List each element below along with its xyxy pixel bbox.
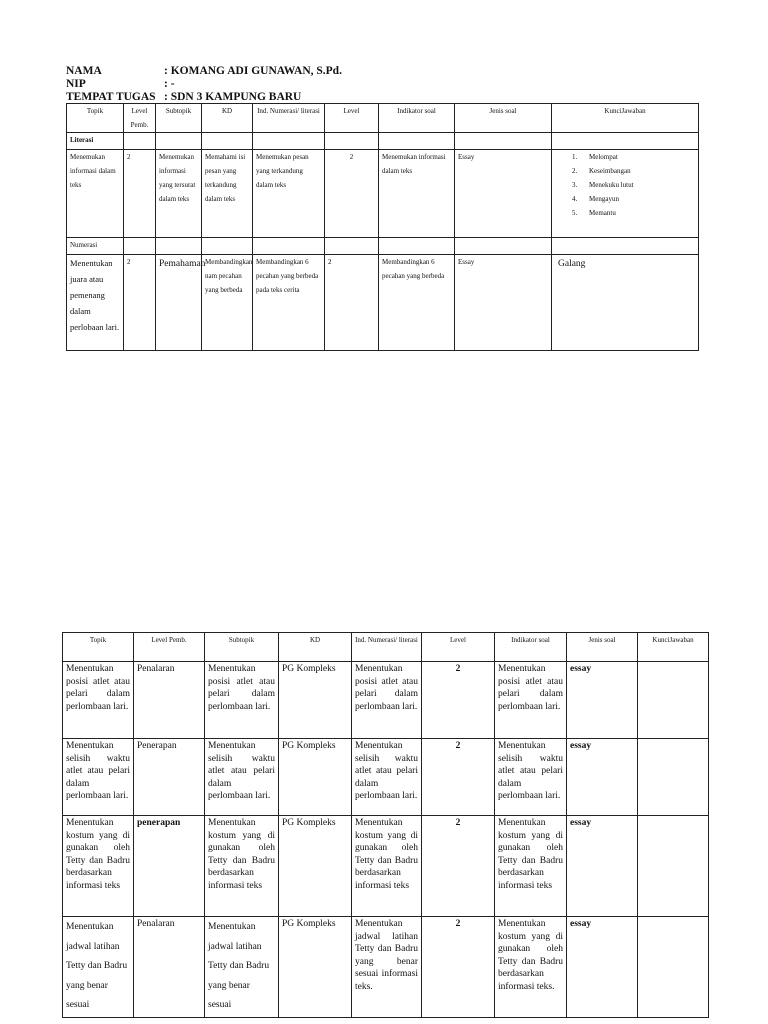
cell-jenis-soal: essay <box>567 917 638 1018</box>
header-kunci-jawaban: KunciJawaban <box>638 633 709 662</box>
cell-kd: PG Kompleks <box>279 917 352 1018</box>
empty-cell <box>325 133 379 150</box>
empty-cell <box>156 133 202 150</box>
cell-ind-numerasi: Menentukan jadwal latihan Tetty dan Badru yang benar sesuai informasi teks. <box>352 917 422 1018</box>
header-subtopik: Subtopik <box>205 633 279 662</box>
list-item: 4. Mengayun <box>572 195 619 203</box>
empty-cell <box>124 238 156 255</box>
empty-cell <box>156 238 202 255</box>
answer-key-list <box>572 150 695 220</box>
nama-value: : KOMANG ADI GUNAWAN, S.Pd. <box>164 65 342 77</box>
list-item: 3. Menekuku lutut <box>572 181 634 189</box>
empty-cell <box>552 238 699 255</box>
header-topik: Topik <box>63 633 134 662</box>
cell-kunci-jawaban <box>552 150 699 238</box>
table-row <box>63 662 709 739</box>
cell-kunci-jawaban <box>638 662 709 739</box>
empty-cell <box>202 133 253 150</box>
cell-jenis-soal: Essay <box>455 150 552 238</box>
header-level: Level <box>325 104 379 133</box>
tempat-tugas-value: : SDN 3 KAMPUNG BARU <box>164 91 302 103</box>
cell-level-pemb: 2 <box>124 150 156 238</box>
section-label-literasi: Literasi <box>67 133 124 150</box>
cell-subtopik: Menemukan informasi yang tersurat dalam teks <box>156 150 202 238</box>
cell-kunci-jawaban <box>638 816 709 917</box>
header-jenis-soal: Jenis soal <box>567 633 638 662</box>
empty-cell <box>552 133 699 150</box>
table-row <box>63 816 709 917</box>
empty-cell <box>325 238 379 255</box>
empty-cell <box>455 133 552 150</box>
header-indikator-soal: Indikator soal <box>495 633 567 662</box>
cell-level: 2 <box>325 150 379 238</box>
cell-indikator-soal: Membandingkan 6 pecahan yang berbeda <box>379 255 455 351</box>
cell-kd: PG Kompleks <box>279 662 352 739</box>
nip-label: NIP <box>66 78 86 90</box>
cell-subtopik: Pemahaman <box>156 255 202 351</box>
table-header-row <box>63 633 709 662</box>
empty-cell <box>124 133 156 150</box>
cell-level: 2 <box>422 816 495 917</box>
tempat-tugas-label: TEMPAT TUGAS <box>66 91 156 103</box>
table-row <box>67 255 699 351</box>
cell-ind-numerasi: Menentukan kostum yang di gunakan oleh Tetty dan Badru berdasarkan informasi teks <box>352 816 422 917</box>
cell-level-pemb: Penalaran <box>134 917 205 1018</box>
header-ind-numerasi: Ind. Numerasi/ literasi <box>253 104 325 133</box>
cell-topik: Menentukan posisi atlet atau pelari dalam perlombaan lari. <box>63 662 134 739</box>
header-ind-numerasi: Ind. Numerasi/ literasi <box>352 633 422 662</box>
cell-indikator-soal: Menentukan kostum yang di gunakan oleh Tetty dan Badru berdasarkan informasi teks. <box>495 917 567 1018</box>
cell-kd: Membandingkan nam pecahan yang berbeda <box>202 255 253 351</box>
header-kd: KD <box>202 104 253 133</box>
cell-indikator-soal: Menentukan selisih waktu atlet atau pelari dalam perlombaan lari. <box>495 739 567 816</box>
identity-header <box>66 65 342 104</box>
table-row <box>63 917 709 1018</box>
cell-level: 2 <box>325 255 379 351</box>
cell-topik: Menentukan jadwal latihan Tetty dan Badru yang benar sesuai <box>63 917 134 1018</box>
header-indikator-soal: Indikator soal <box>379 104 455 133</box>
cell-kunci-jawaban <box>638 739 709 816</box>
nip-row <box>66 78 342 91</box>
cell-level-pemb: 2 <box>124 255 156 351</box>
table-kisi-kisi-1 <box>66 103 699 351</box>
cell-topik: Menentukan kostum yang di gunakan oleh Tetty dan Badru berdasarkan informasi teks <box>63 816 134 917</box>
list-item: 5. Memantu <box>572 209 616 217</box>
table-kisi-kisi-2 <box>62 632 709 1018</box>
empty-cell <box>253 133 325 150</box>
cell-subtopik: Menentukan selisih waktu atlet atau pelari dalam perlombaan lari. <box>205 739 279 816</box>
table-header-row <box>67 104 699 133</box>
cell-level-pemb: Penerapan <box>134 739 205 816</box>
nama-row <box>66 65 342 78</box>
cell-jenis-soal: essay <box>567 816 638 917</box>
cell-ind-numerasi: Menemukan pesan yang terkandung dalam teks <box>253 150 325 238</box>
cell-level: 2 <box>422 662 495 739</box>
cell-kd: PG Kompleks <box>279 739 352 816</box>
cell-subtopik: Menentukan kostum yang di gunakan oleh Tetty dan Badru berdasarkan informasi teks <box>205 816 279 917</box>
list-item: 1. Melompat <box>572 153 618 161</box>
cell-topik: Menentukan juara atau pemenang dalam perlobaan lari. <box>67 255 124 351</box>
cell-kunci-jawaban: Galang <box>552 255 699 351</box>
cell-indikator-soal: Menentukan kostum yang di gunakan oleh Tetty dan Badru berdasarkan informasi teks <box>495 816 567 917</box>
empty-cell <box>379 238 455 255</box>
header-jenis-soal: Jenis soal <box>455 104 552 133</box>
cell-topik: Menentukan selisih waktu atlet atau pelari dalam perlombaan lari. <box>63 739 134 816</box>
cell-level-pemb: Penalaran <box>134 662 205 739</box>
cell-jenis-soal: Essay <box>455 255 552 351</box>
cell-level-pemb: penerapan <box>134 816 205 917</box>
cell-subtopik: Menentukan jadwal latihan Tetty dan Badru yang benar sesuai <box>205 917 279 1018</box>
empty-cell <box>202 238 253 255</box>
empty-cell <box>455 238 552 255</box>
empty-cell <box>379 133 455 150</box>
cell-kd: Memahami isi pesan yang terkandung dalam teks <box>202 150 253 238</box>
cell-jenis-soal: essay <box>567 739 638 816</box>
header-level-pemb: Level Pemb. <box>134 633 205 662</box>
cell-ind-numerasi: Menentukan selisih waktu atlet atau pelari dalam perlombaan lari. <box>352 739 422 816</box>
header-level: Level <box>422 633 495 662</box>
cell-jenis-soal: essay <box>567 662 638 739</box>
header-subtopik: Subtopik <box>156 104 202 133</box>
cell-indikator-soal: Menemukan informasi dalam teks <box>379 150 455 238</box>
header-level-pemb: Level Pemb. <box>124 104 156 133</box>
header-kd: KD <box>279 633 352 662</box>
table-row <box>67 150 699 238</box>
cell-level: 2 <box>422 739 495 816</box>
header-kunci-jawaban: KunciJawaban <box>552 104 699 133</box>
cell-topik: Menemukan informasi dalam teks <box>67 150 124 238</box>
table-row <box>63 739 709 816</box>
cell-kunci-jawaban <box>638 917 709 1018</box>
cell-ind-numerasi: Menentukan posisi atlet atau pelari dalam perlombaan lari. <box>352 662 422 739</box>
nama-label: NAMA <box>66 65 102 77</box>
cell-indikator-soal: Menentukan posisi atlet atau pelari dalam perlombaan lari. <box>495 662 567 739</box>
empty-cell <box>253 238 325 255</box>
list-item: 2. Keseimbangan <box>572 167 631 175</box>
nip-value: : - <box>164 78 175 90</box>
cell-kd: PG Kompleks <box>279 816 352 917</box>
cell-ind-numerasi: Membandingkan 6 pecahan yang berbeda pada teks cerita <box>253 255 325 351</box>
section-row-numerasi <box>67 238 699 255</box>
section-row-literasi <box>67 133 699 150</box>
cell-level: 2 <box>422 917 495 1018</box>
section-label-numerasi: Numerasi <box>67 238 124 255</box>
header-topik: Topik <box>67 104 124 133</box>
cell-subtopik: Menentukan posisi atlet atau pelari dalam perlombaan lari. <box>205 662 279 739</box>
